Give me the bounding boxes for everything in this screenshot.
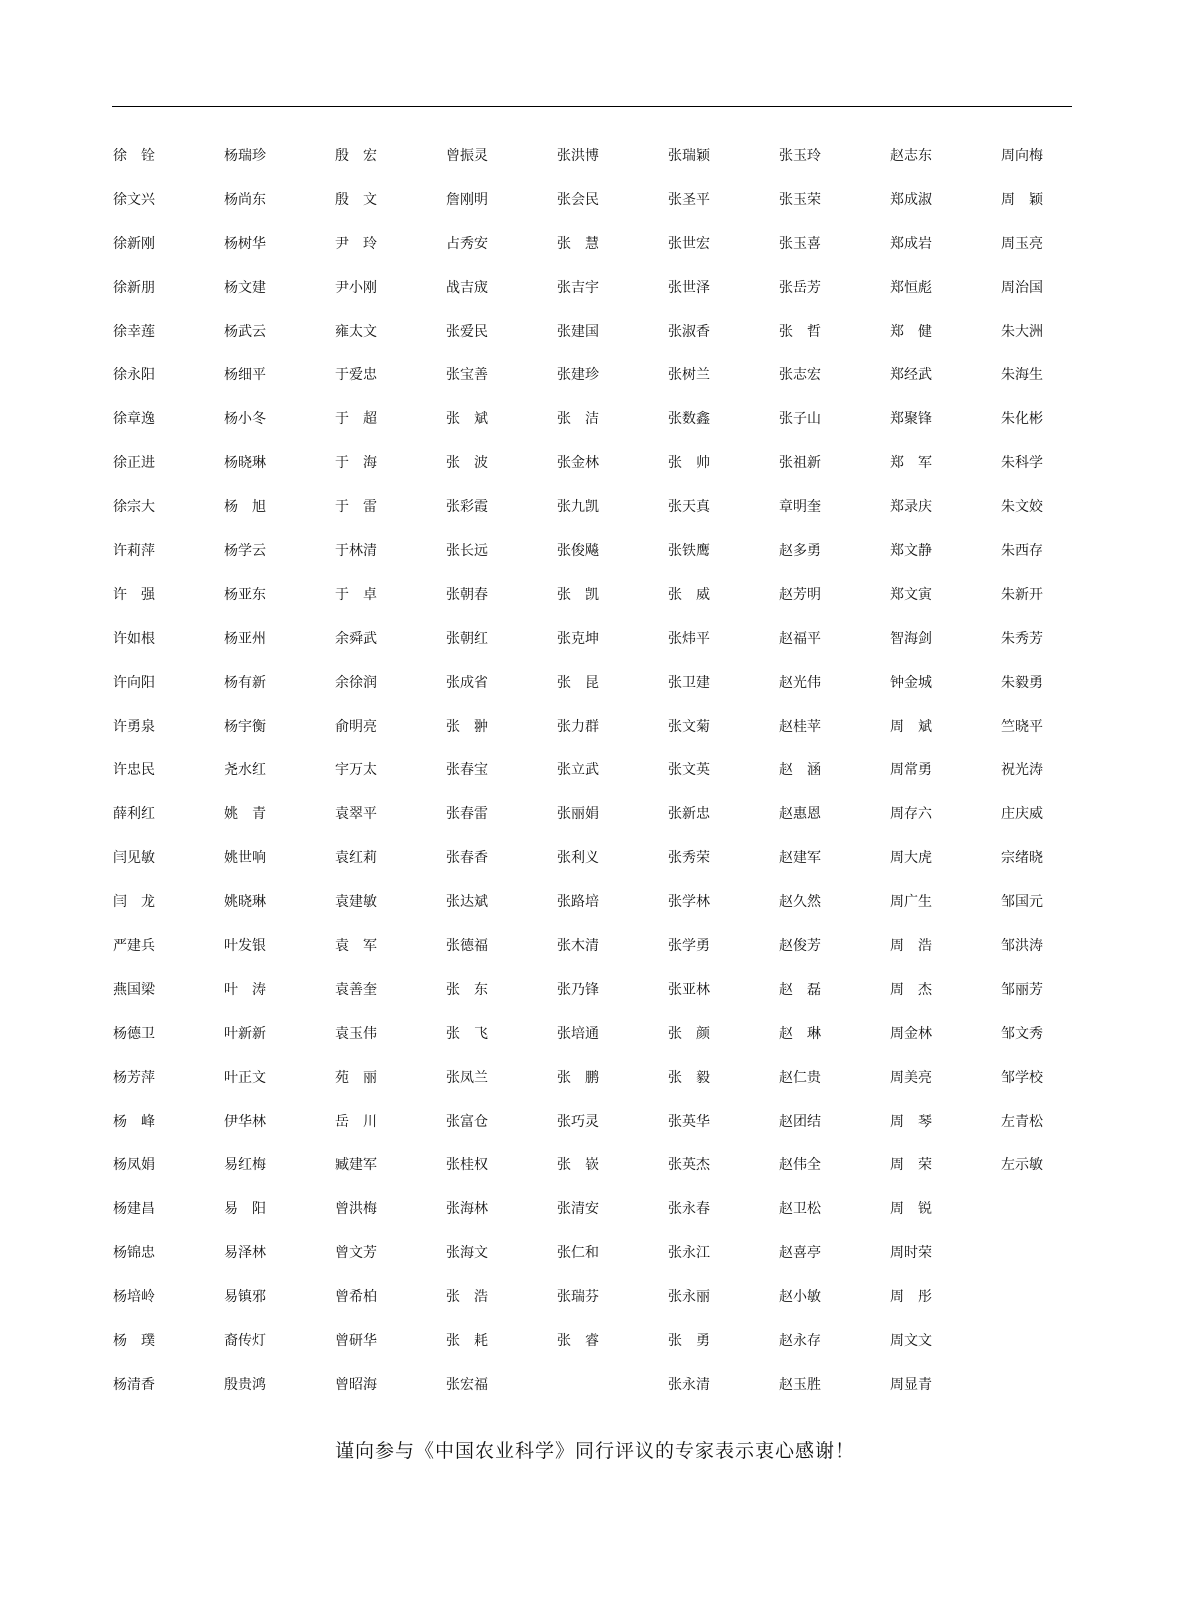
reviewer-name: 郑成淑: [890, 191, 932, 208]
name-column: [557, 146, 668, 1419]
reviewer-name: 苑 丽: [335, 1069, 377, 1086]
name-column: [1001, 146, 1112, 1419]
reviewer-name: 张路培: [557, 894, 599, 911]
reviewer-name: 张凤兰: [446, 1069, 488, 1086]
reviewer-name: 张淑香: [668, 323, 710, 340]
reviewer-name: 徐正进: [113, 455, 155, 472]
reviewer-name: 张 毅: [668, 1069, 710, 1086]
reviewer-name: 赵多勇: [779, 543, 821, 560]
reviewer-name: 赵芳明: [779, 586, 821, 603]
reviewer-name: 袁红莉: [335, 850, 377, 867]
reviewer-name: 张 洁: [557, 411, 599, 428]
reviewer-name: 朱科学: [1001, 455, 1043, 472]
reviewer-name: 郑 军: [890, 455, 932, 472]
reviewer-name: 张 浩: [446, 1289, 488, 1306]
reviewer-name: 叶新新: [224, 1025, 266, 1042]
reviewer-name: 徐新朋: [113, 279, 155, 296]
reviewer-name: 郑成岩: [890, 235, 932, 252]
reviewer-name: 许莉萍: [113, 543, 155, 560]
reviewer-name: 张洪博: [557, 148, 599, 164]
reviewer-name: 张 帅: [668, 455, 710, 472]
reviewer-name: 杨亚州: [224, 630, 266, 647]
reviewer-name: 赵 磊: [779, 981, 821, 998]
reviewer-name: 郑文寅: [890, 586, 932, 603]
reviewer-name: 张巧灵: [557, 1113, 599, 1130]
reviewer-name: 邹学校: [1001, 1069, 1043, 1086]
reviewer-name: 俞明亮: [335, 718, 377, 735]
reviewer-name: 周治国: [1001, 279, 1043, 296]
reviewer-name: 曾昭海: [335, 1376, 377, 1393]
reviewer-name: 郑 健: [890, 323, 932, 340]
reviewer-name: 周美亮: [890, 1069, 932, 1086]
reviewer-name: 尹小刚: [335, 279, 377, 296]
reviewer-name: 张 凯: [557, 586, 599, 603]
reviewer-name: 张亚林: [668, 981, 710, 998]
reviewer-name: 叶正文: [224, 1069, 266, 1086]
reviewer-name: 周大虎: [890, 850, 932, 867]
reviewer-name: 易红梅: [224, 1157, 266, 1174]
reviewer-name: 张数鑫: [668, 411, 710, 428]
reviewer-name: 张力群: [557, 718, 599, 735]
reviewer-name: 张卫建: [668, 674, 710, 691]
reviewer-name: 张永丽: [668, 1289, 710, 1306]
name-column: [335, 146, 446, 1419]
name-column: [668, 146, 779, 1419]
top-rule: [112, 106, 1072, 107]
reviewer-name: 徐章逸: [113, 411, 155, 428]
reviewer-name: 赵小敏: [779, 1289, 821, 1306]
reviewer-name: 赵仁贵: [779, 1069, 821, 1086]
reviewer-name: 竺晓平: [1001, 718, 1043, 735]
reviewer-name: 郑聚锋: [890, 411, 932, 428]
reviewer-name: 杨树华: [224, 235, 266, 252]
reviewer-name: 杨培岭: [113, 1289, 155, 1306]
reviewer-name: 张木清: [557, 938, 599, 955]
reviewer-name: 张 鹏: [557, 1069, 599, 1086]
reviewer-name: 张长远: [446, 543, 488, 560]
reviewer-name: 张成省: [446, 674, 488, 691]
reviewer-name: 庄庆威: [1001, 806, 1043, 823]
reviewer-name: 杨尚东: [224, 191, 266, 208]
reviewer-name: 张新忠: [668, 806, 710, 823]
reviewer-name: 袁善奎: [335, 981, 377, 998]
reviewer-name: 张瑞芬: [557, 1289, 599, 1306]
reviewer-name: 邹国元: [1001, 894, 1043, 911]
reviewer-name: 杨瑞珍: [224, 148, 266, 164]
reviewer-name: 张岳芳: [779, 279, 821, 296]
reviewer-name: 张建国: [557, 323, 599, 340]
reviewer-name: 邹洪涛: [1001, 938, 1043, 955]
reviewer-name: 臧建军: [335, 1157, 377, 1174]
reviewer-name: 曾希柏: [335, 1289, 377, 1306]
reviewer-name: 杨 峰: [113, 1113, 155, 1130]
reviewer-name: 张朝红: [446, 630, 488, 647]
reviewer-name: 周向梅: [1001, 148, 1043, 164]
reviewer-name: 张 昆: [557, 674, 599, 691]
reviewer-name: 张俊飚: [557, 543, 599, 560]
reviewer-name: 杨文建: [224, 279, 266, 296]
reviewer-name: 殷 宏: [335, 148, 377, 164]
reviewer-name: 姚世响: [224, 850, 266, 867]
reviewer-name: 周 锐: [890, 1201, 932, 1218]
reviewer-name: 赵伟全: [779, 1157, 821, 1174]
name-column: [779, 146, 890, 1419]
reviewer-name: 徐文兴: [113, 191, 155, 208]
reviewer-name: 尹 玲: [335, 235, 377, 252]
reviewer-name: 许忠民: [113, 762, 155, 779]
reviewer-name: 杨有新: [224, 674, 266, 691]
reviewer-name: 张九凯: [557, 499, 599, 516]
reviewer-name: 杨学云: [224, 543, 266, 560]
reviewer-name: 于林清: [335, 543, 377, 560]
reviewer-name: 尧水红: [224, 762, 266, 779]
reviewer-name: 张志宏: [779, 367, 821, 384]
reviewer-name: 邹文秀: [1001, 1025, 1043, 1042]
reviewer-name: 于 卓: [335, 586, 377, 603]
reviewer-name: 赵玉胜: [779, 1376, 821, 1393]
reviewer-name: 张 睿: [557, 1333, 599, 1350]
reviewer-name: 赵惠恩: [779, 806, 821, 823]
reviewer-name: 张祖新: [779, 455, 821, 472]
reviewer-name: 朱文姣: [1001, 499, 1043, 516]
reviewer-name: 袁 军: [335, 938, 377, 955]
reviewer-name: 杨清香: [113, 1376, 155, 1393]
reviewer-name: 郑文静: [890, 543, 932, 560]
reviewer-name: 左青松: [1001, 1113, 1043, 1130]
reviewer-name: 宗绪晓: [1001, 850, 1043, 867]
reviewer-name: 张海林: [446, 1201, 488, 1218]
reviewer-name: 赵喜亭: [779, 1245, 821, 1262]
reviewer-name: 张文菊: [668, 718, 710, 735]
reviewer-name: 张富仓: [446, 1113, 488, 1130]
reviewer-name: 张世宏: [668, 235, 710, 252]
reviewer-name: 岳 川: [335, 1113, 377, 1130]
reviewer-name: 赵团结: [779, 1113, 821, 1130]
reviewer-name: 杨晓琳: [224, 455, 266, 472]
reviewer-name: 张春香: [446, 850, 488, 867]
reviewer-name: 赵桂苹: [779, 718, 821, 735]
reviewer-name: 杨凤娟: [113, 1157, 155, 1174]
reviewer-name: 张圣平: [668, 191, 710, 208]
reviewer-name: 曾研华: [335, 1333, 377, 1350]
reviewer-name: 严建兵: [113, 938, 155, 955]
reviewer-name: 战吉宬: [446, 279, 488, 296]
reviewer-name: 周显青: [890, 1376, 932, 1393]
reviewer-name: 张宏福: [446, 1376, 488, 1393]
reviewer-name: 张文英: [668, 762, 710, 779]
reviewer-name: 左示敏: [1001, 1157, 1043, 1174]
reviewer-name: 张 慧: [557, 235, 599, 252]
thanks-note: 谨向参与《中国农业科学》同行评议的专家表示衷心感谢！: [334, 1440, 855, 1462]
reviewer-name: 张英华: [668, 1113, 710, 1130]
reviewer-name: 殷 文: [335, 191, 377, 208]
reviewer-name: 赵俊芳: [779, 938, 821, 955]
reviewer-name: 雍太文: [335, 323, 377, 340]
reviewer-name: 张清安: [557, 1201, 599, 1218]
reviewer-name: 张永江: [668, 1245, 710, 1262]
reviewer-name: 余舜武: [335, 630, 377, 647]
reviewer-name: 殷贵鸿: [224, 1376, 266, 1393]
reviewer-name: 赵 涵: [779, 762, 821, 779]
reviewer-name: 杨宇衡: [224, 718, 266, 735]
reviewer-name: 章明奎: [779, 499, 821, 516]
reviewer-name: 赵永存: [779, 1333, 821, 1350]
reviewer-name: 杨芳萍: [113, 1069, 155, 1086]
reviewer-name: 张 威: [668, 586, 710, 603]
reviewer-name: 薛利红: [113, 806, 155, 823]
reviewer-name: 张天真: [668, 499, 710, 516]
name-column: [890, 146, 1001, 1419]
reviewer-name: 张 翀: [446, 718, 488, 735]
reviewer-name: 张丽娟: [557, 806, 599, 823]
reviewer-name: 周文文: [890, 1333, 932, 1350]
reviewer-name: 赵光伟: [779, 674, 821, 691]
reviewer-name: 周 杰: [890, 981, 932, 998]
reviewer-name: 赵卫松: [779, 1201, 821, 1218]
reviewer-name: 周 颖: [1001, 191, 1043, 208]
reviewer-name: 张学勇: [668, 938, 710, 955]
reviewer-name: 张春雷: [446, 806, 488, 823]
reviewer-name: 伊华林: [224, 1113, 266, 1130]
reviewer-name: 张永春: [668, 1201, 710, 1218]
reviewer-name: 杨德卫: [113, 1025, 155, 1042]
reviewer-name: 张 斌: [446, 411, 488, 428]
reviewer-name: 赵志东: [890, 148, 932, 164]
reviewer-name: 赵 琳: [779, 1025, 821, 1042]
reviewer-name: 周玉亮: [1001, 235, 1043, 252]
reviewer-name: 张春宝: [446, 762, 488, 779]
reviewer-name: 袁玉伟: [335, 1025, 377, 1042]
reviewer-name: 周 荣: [890, 1157, 932, 1174]
reviewer-name: 朱秀芳: [1001, 630, 1043, 647]
reviewer-name: 徐宗大: [113, 499, 155, 516]
reviewer-name: 张 勇: [668, 1333, 710, 1350]
reviewer-name: 张秀荣: [668, 850, 710, 867]
reviewer-name: 周金林: [890, 1025, 932, 1042]
reviewer-name: 张 耗: [446, 1333, 488, 1350]
reviewer-name: 张永清: [668, 1376, 710, 1393]
reviewer-name: 张爱民: [446, 323, 488, 340]
reviewer-name: 张瑞颖: [668, 148, 710, 164]
name-column: [113, 146, 224, 1419]
reviewer-name: 张培通: [557, 1025, 599, 1042]
reviewer-name: 张子山: [779, 411, 821, 428]
reviewer-name: 裔传灯: [224, 1333, 266, 1350]
reviewer-name: 张桂权: [446, 1157, 488, 1174]
reviewer-name: 叶 涛: [224, 981, 266, 998]
reviewer-name: 占秀安: [446, 235, 488, 252]
reviewer-name: 许勇泉: [113, 718, 155, 735]
reviewer-name: 徐永阳: [113, 367, 155, 384]
reviewer-name: 杨细平: [224, 367, 266, 384]
reviewer-name: 周 浩: [890, 938, 932, 955]
reviewer-name: 杨 璞: [113, 1333, 155, 1350]
reviewer-name: 许如根: [113, 630, 155, 647]
reviewer-name: 易泽林: [224, 1245, 266, 1262]
reviewer-name: 闫见敏: [113, 850, 155, 867]
reviewer-name: 张 嵚: [557, 1157, 599, 1174]
reviewer-name: 赵建军: [779, 850, 821, 867]
reviewer-name: 周 斌: [890, 718, 932, 735]
reviewer-name: 张铁鹰: [668, 543, 710, 560]
reviewer-name: 钟金城: [890, 674, 932, 691]
reviewer-name: 张德福: [446, 938, 488, 955]
reviewer-name: 周常勇: [890, 762, 932, 779]
reviewer-name: 张朝春: [446, 586, 488, 603]
reviewer-name: 朱海生: [1001, 367, 1043, 384]
reviewer-name: 于爱忠: [335, 367, 377, 384]
reviewer-name: 张英杰: [668, 1157, 710, 1174]
reviewer-name: 曾振灵: [446, 148, 488, 164]
reviewer-name: 周 琴: [890, 1113, 932, 1130]
reviewer-name: 张玉喜: [779, 235, 821, 252]
reviewer-name: 朱大洲: [1001, 323, 1043, 340]
reviewer-name: 郑恒彪: [890, 279, 932, 296]
reviewer-name: 朱新开: [1001, 586, 1043, 603]
reviewer-name: 周存六: [890, 806, 932, 823]
reviewer-name: 张彩霞: [446, 499, 488, 516]
name-column: [224, 146, 335, 1419]
reviewer-name: 邹丽芳: [1001, 981, 1043, 998]
reviewer-name: 郑录庆: [890, 499, 932, 516]
reviewer-name-grid: [113, 146, 1113, 1419]
reviewer-name: 曾洪梅: [335, 1201, 377, 1218]
reviewer-name: 徐幸莲: [113, 323, 155, 340]
reviewer-name: 姚 青: [224, 806, 266, 823]
reviewer-name: 张海文: [446, 1245, 488, 1262]
reviewer-name: 张树兰: [668, 367, 710, 384]
reviewer-name: 徐 铨: [113, 148, 155, 164]
reviewer-name: 朱西存: [1001, 543, 1043, 560]
reviewer-name: 杨亚东: [224, 586, 266, 603]
reviewer-name: 张会民: [557, 191, 599, 208]
reviewer-name: 周时荣: [890, 1245, 932, 1262]
reviewer-name: 张金林: [557, 455, 599, 472]
reviewer-name: 张 东: [446, 981, 488, 998]
reviewer-name: 张玉玲: [779, 148, 821, 164]
reviewer-name: 周广生: [890, 894, 932, 911]
reviewer-name: 张乃锋: [557, 981, 599, 998]
reviewer-name: 姚晓琳: [224, 894, 266, 911]
reviewer-name: 于 海: [335, 455, 377, 472]
reviewer-name: 张 波: [446, 455, 488, 472]
reviewer-name: 于 超: [335, 411, 377, 428]
reviewer-name: 张炜平: [668, 630, 710, 647]
reviewer-name: 张 飞: [446, 1025, 488, 1042]
reviewer-name: 张世泽: [668, 279, 710, 296]
reviewer-name: 张建珍: [557, 367, 599, 384]
reviewer-name: 曾文芳: [335, 1245, 377, 1262]
reviewer-name: 易镇邪: [224, 1289, 266, 1306]
reviewer-name: 杨小冬: [224, 411, 266, 428]
reviewer-name: 朱毅勇: [1001, 674, 1043, 691]
reviewer-name: 赵久然: [779, 894, 821, 911]
reviewer-name: 杨建昌: [113, 1201, 155, 1218]
reviewer-name: 叶发银: [224, 938, 266, 955]
reviewer-name: 张仁和: [557, 1245, 599, 1262]
reviewer-name: 于 雷: [335, 499, 377, 516]
reviewer-name: 宇万太: [335, 762, 377, 779]
reviewer-name: 张达斌: [446, 894, 488, 911]
reviewer-name: 杨锦忠: [113, 1245, 155, 1262]
reviewer-name: 赵福平: [779, 630, 821, 647]
reviewer-name: 许向阳: [113, 674, 155, 691]
reviewer-name: 杨 旭: [224, 499, 266, 516]
reviewer-name: 易 阳: [224, 1201, 266, 1218]
reviewer-name: 智海剑: [890, 630, 932, 647]
reviewer-name: 许 强: [113, 586, 155, 603]
reviewer-name: 张 哲: [779, 323, 821, 340]
reviewer-name: 闫 龙: [113, 894, 155, 911]
reviewer-name: 祝光涛: [1001, 762, 1043, 779]
reviewer-name: 燕国梁: [113, 981, 155, 998]
reviewer-name: 杨武云: [224, 323, 266, 340]
reviewer-name: 徐新刚: [113, 235, 155, 252]
reviewer-name: 余徐润: [335, 674, 377, 691]
reviewer-name: 张利义: [557, 850, 599, 867]
reviewer-name: 张学林: [668, 894, 710, 911]
reviewer-name: 张立武: [557, 762, 599, 779]
reviewer-name: 袁建敏: [335, 894, 377, 911]
reviewer-name: 朱化彬: [1001, 411, 1043, 428]
reviewer-name: 张 颜: [668, 1025, 710, 1042]
reviewer-name: 袁翠平: [335, 806, 377, 823]
reviewer-name: 郑经武: [890, 367, 932, 384]
reviewer-name: 詹刚明: [446, 191, 488, 208]
reviewer-name: 张克坤: [557, 630, 599, 647]
reviewer-name: 周 彤: [890, 1289, 932, 1306]
reviewer-name: 张吉宇: [557, 279, 599, 296]
reviewer-name: 张玉荣: [779, 191, 821, 208]
reviewer-name: 张宝善: [446, 367, 488, 384]
name-column: [446, 146, 557, 1419]
